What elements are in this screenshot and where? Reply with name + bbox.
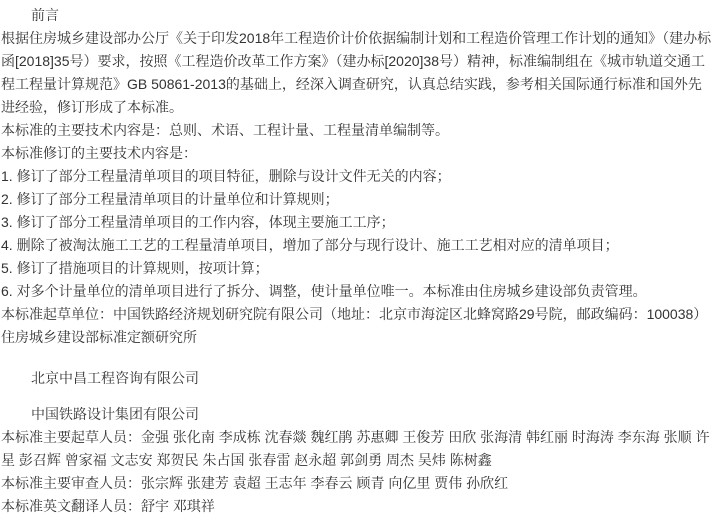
revision-item-1: 1. 修订了部分工程量清单项目的项目特征，删除与设计文件无关的内容； <box>1 168 451 184</box>
blank-line <box>1 349 714 367</box>
foreword-title: 前言 <box>31 7 59 23</box>
revision-item-6: 6. 对多个计量单位的清单项目进行了拆分、调整，使计量单位唯一。本标准由住房城乡建设部负责管理。 <box>1 283 647 299</box>
revision-item-5: 5. 修订了措施项目的计算规则，按项计算； <box>1 260 269 276</box>
drafting-unit: 住房城乡建设部标准定额研究所 <box>1 329 197 345</box>
intro-paragraph: 根据住房城乡建设部办公厅《关于印发2018年工程造价计价依据编制计划和工程造价管理工作计划的通知》（建办标函[2018]35号）要求，按照《工程造价改革工作方案》（建办标[2020]38号）精神，标准编制组在《城市轨道交通工程工程量计算规范》GB 50861-2013的基础上，经深入调查研究，认真总结实践，参考相关国际通行标准和国外先进经验，修订形成了本标准。 <box>1 30 712 115</box>
revision-intro-paragraph: 本标准修订的主要技术内容是： <box>1 145 197 161</box>
translators-line: 本标准英文翻译人员：舒宇 邓琪祥 <box>1 498 215 514</box>
revision-item-3: 3. 修订了部分工程量清单项目的工作内容，体现主要施工工序； <box>1 214 395 230</box>
drafting-unit: 北京中昌工程咨询有限公司 <box>31 370 199 386</box>
drafting-unit: 中国铁路设计集团有限公司 <box>31 406 199 422</box>
reviewers-line: 本标准主要审查人员：张宗辉 张建芳 袁超 王志年 李春云 顾青 向亿里 贾伟 孙欣红 <box>1 475 509 491</box>
tech-content-paragraph: 本标准的主要技术内容是：总则、术语、工程计量、工程量清单编制等。 <box>1 122 449 138</box>
revision-item-4: 4. 删除了被淘汰施工工艺的工程量清单项目，增加了部分与现行设计、施工工艺相对应的清单项目； <box>1 237 619 253</box>
blank-line <box>1 390 714 403</box>
revision-item-2: 2. 修订了部分工程量清单项目的计量单位和计算规则； <box>1 191 339 207</box>
drafting-lead-unit-line: 本标准起草单位：中国铁路经济规划研究院有限公司（地址：北京市海淀区北蜂窝路29号院，邮政编码：100038） <box>1 306 708 322</box>
drafters-line: 本标准主要起草人员：金强 张化南 李成栋 沈春燚 魏红鹃 苏惠卿 王俊芳 田欣 张海清 韩红丽 时海涛 李东海 张顺 许星 彭召辉 曾家福 文志安 郑贺民 朱占国 张春雷 赵永超 郭剑勇 周杰 吴炜 陈树鑫 <box>1 429 710 468</box>
